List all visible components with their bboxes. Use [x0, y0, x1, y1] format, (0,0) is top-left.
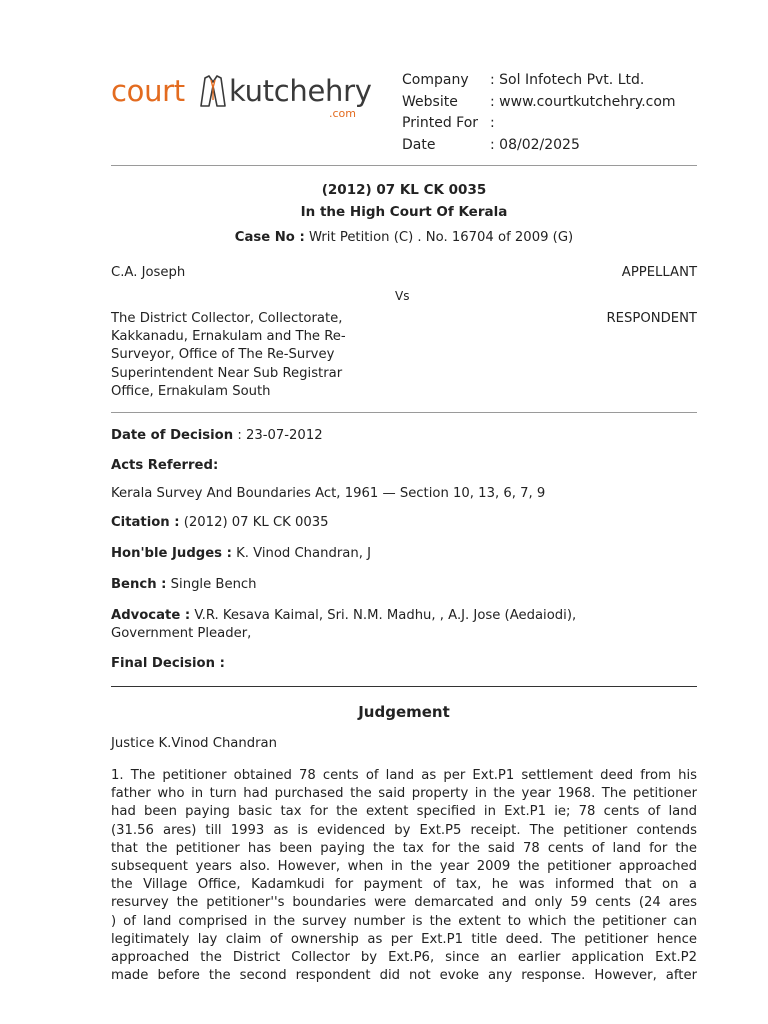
judgement-author: Justice K.Vinod Chandran [111, 736, 277, 751]
lawyer-gown-icon [195, 74, 231, 110]
case-no-label: Case No : [234, 230, 305, 245]
case-number [111, 230, 697, 245]
appellant-name: C.A. Joseph [111, 265, 186, 280]
parties-divider [111, 412, 697, 413]
case-citation-title: (2012) 07 KL CK 0035 [321, 182, 487, 198]
final-decision-label: Final Decision : [111, 656, 225, 671]
date-of-decision: Date of Decision : 23-07-2012 [111, 428, 323, 443]
acts-referred-label: Acts Referred: [111, 458, 219, 473]
appellant-role: APPELLANT [621, 265, 697, 280]
meta-company: Company : Sol Infotech Pvt. Ltd. [402, 72, 645, 88]
logo-kutchehry-text: kutchehry [229, 74, 372, 108]
respondent-role: RESPONDENT [606, 311, 697, 326]
print-metadata [402, 70, 702, 156]
logo-dotcom-text: .com [329, 107, 356, 120]
meta-printed-for: Printed For : [402, 115, 495, 131]
judgement-paragraph-1: 1. The petitioner obtained 78 cents of land as per Ext.P1 settlement deed from his father who in turn had purchased the said property in the year 1968. The petitioner had been paying basic tax for the extent specified in Ext.P1 ie; 78 cents of land (31.56 ares) till 1993 as is evidenced by Ext.P5 receipt. The petitioner contends that the petitioner has been paying the tax for the said 78 cents of land for the subsequent years also. However, when in the year 2009 the petitioner approached the Village Office, Kadamkudi for payment of tax, he was informed that on a resurvey the petitioner''s boundaries were demarcated and only 59 cents (24 ares ) of land comprised in the survey number is the extent to which the petitioner can legitimately lay claim of ownership as per Ext.P1 title deed. The petitioner hence approached the District Collector by Ext.P6, since an earlier application Ext.P2 made before the second respondent did not evoke any response. However, after [111, 768, 697, 984]
courtkutchehry-logo[interactable] [111, 68, 381, 118]
document-header [111, 62, 697, 162]
citation: Citation : (2012) 07 KL CK 0035 [111, 515, 329, 530]
advocate: Advocate : V.R. Kesava Kaimal, Sri. N.M. Madhu, , A.J. Jose (Aedaiodi), [111, 608, 577, 623]
meta-date: Date : 08/02/2025 [402, 136, 580, 153]
advocate-continued: Government Pleader, [111, 626, 252, 641]
logo-court-text: court [111, 74, 185, 108]
judgement-heading: Judgement [358, 703, 450, 721]
case-no-value: Writ Petition (C) . No. 16704 of 2009 (G) [308, 230, 574, 245]
bench: Bench : Single Bench [111, 577, 257, 592]
honble-judges: Hon'ble Judges : K. Vinod Chandran, J [111, 546, 371, 561]
versus-label: Vs [395, 289, 410, 303]
meta-website: Website : www.courtkutchehry.com [402, 93, 676, 110]
court-name: In the High Court Of Kerala [300, 204, 508, 220]
header-divider [111, 165, 697, 166]
respondent-name: The District Collector, Collectorate, Kakkanadu, Ernakulam and The Re- Surveyor, Office of The Re-Survey Superintendent Near Sub Registrar Office, Ernakulam South [111, 311, 346, 399]
acts-referred-value: Kerala Survey And Boundaries Act, 1961 — Section 10, 13, 6, 7, 9 [111, 486, 546, 501]
details-divider [111, 686, 697, 687]
